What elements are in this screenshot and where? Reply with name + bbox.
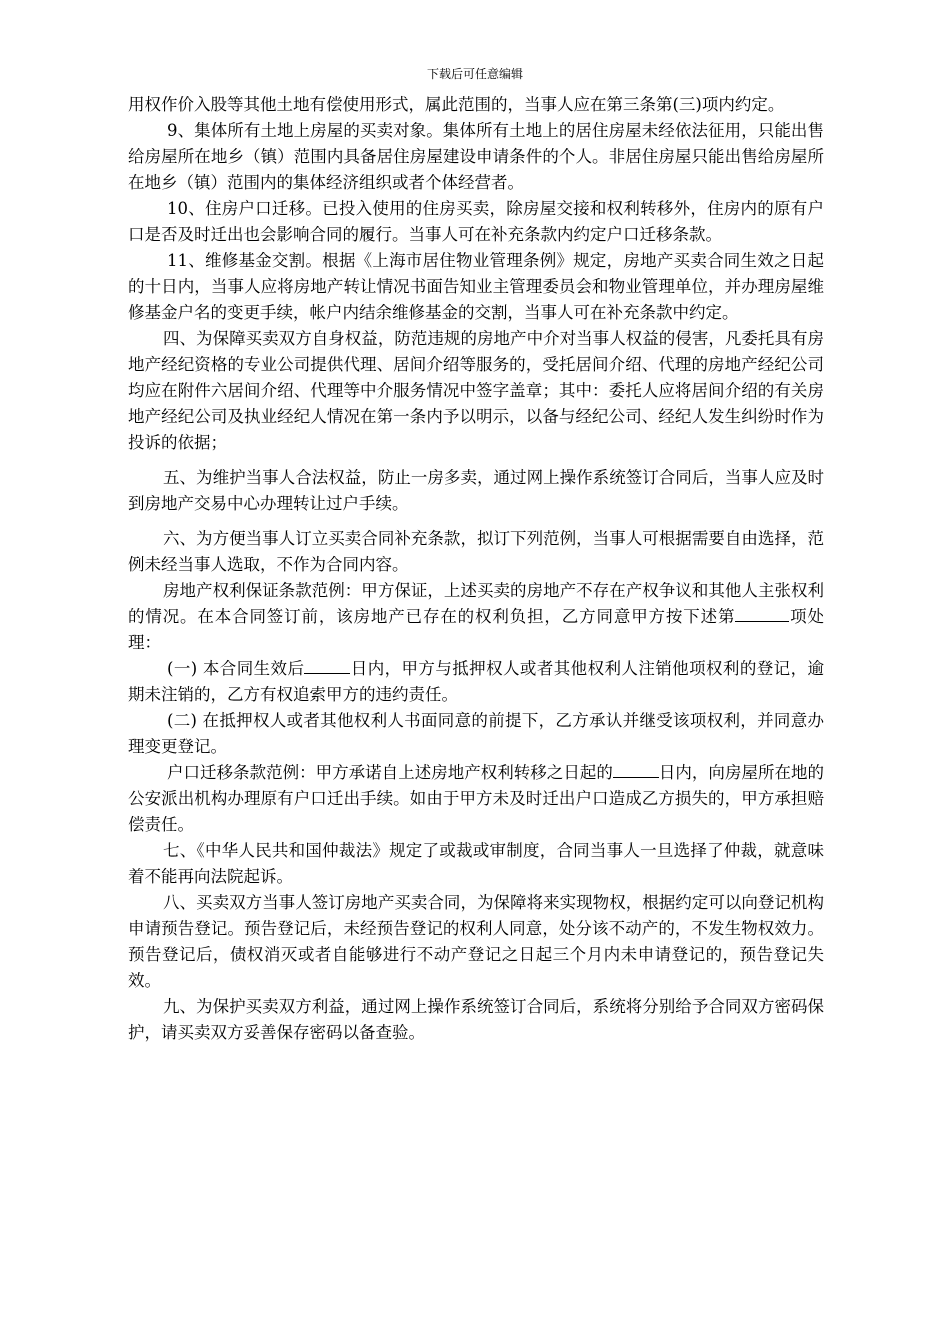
days-blank	[304, 657, 350, 674]
paragraph-rights-guarantee-example	[128, 578, 824, 656]
paragraph-option-one	[128, 656, 824, 708]
paragraph-option-two: (二) 在抵押权人或者其他权利人书面同意的前提下，乙方承认并继受该项权利，并同意办理变更登记。	[128, 711, 824, 756]
household-example-text-end: 日内，向房屋所在地的公安派出机构办理原有户口迁出手续。如由于甲方未及时迁出户口造成乙方损失的，甲方承担赔偿责任。	[128, 763, 825, 834]
item-number-blank	[735, 605, 789, 622]
option-one-text: (一) 本合同生效后	[167, 659, 305, 678]
paragraph-six-supplementary: 六、为方便当事人订立买卖合同补充条款，拟订下列范例，当事人可根据需要自由选择，范例未经当事人选取，不作为合同内容。	[128, 529, 824, 574]
page-header: 下载后可任意编辑	[426, 67, 523, 81]
paragraph-five-transfer: 五、为维护当事人合法权益，防止一房多卖，通过网上操作系统签订合同后，当事人应及时到房地产交易中心办理转让过户手续。	[128, 468, 824, 513]
paragraph-10-household-registration: 10、住房户口迁移。已投入使用的住房买卖，除房屋交接和权利转移外，住房内的原有户口是否及时迁出也会影响合同的履行。当事人可在补充条款内约定户口迁移条款。	[128, 199, 824, 244]
rights-guarantee-text-end: 项处理：	[128, 607, 825, 652]
paragraph-four-agency: 四、为保障买卖双方自身权益，防范违规的房地产中介对当事人权益的侵害，凡委托具有房地产经纪资格的专业公司提供代理、居间介绍等服务的，受托居间介绍、代理的房地产经纪公司均应在附件六居间介绍、代理等中介服务情况中签字盖章；其中：委托人应将居间介绍的有关房地产经纪公司及执业经纪人情况在第一条内予以明示，以备与经纪公司、经纪人发生纠纷时作为投诉的依据；	[128, 329, 824, 452]
paragraph-eight-advance-registration: 八、买卖双方当事人签订房地产买卖合同，为保障将来实现物权，根据约定可以向登记机构申请预告登记。预告登记后，未经预告登记的权利人同意，处分该不动产的，不发生物权效力。预告登记后，债权消灭或者自能够进行不动产登记之日起三个月内未申请登记的，预告登记失效。	[128, 893, 824, 990]
days-blank	[613, 761, 659, 778]
household-example-text: 户口迁移条款范例：甲方承诺自上述房地产权利转移之日起的	[167, 763, 613, 782]
paragraph-land-use-continued: 用权作价入股等其他土地有偿使用形式，属此范围的，当事人应在第三条第(三)项内约定。	[128, 95, 785, 114]
paragraph-household-example	[128, 760, 824, 838]
document-body	[128, 92, 824, 1046]
paragraph-seven-arbitration: 七、《中华人民共和国仲裁法》规定了或裁或审制度，合同当事人一旦选择了仲裁，就意味着不能再向法院起诉。	[128, 841, 824, 886]
paragraph-nine-password: 九、为保护买卖双方利益，通过网上操作系统签订合同后，系统将分别给予合同双方密码保护，请买卖双方妥善保存密码以备查验。	[128, 997, 824, 1042]
option-one-text-end: 日内，甲方与抵押权人或者其他权利人注销他项权利的登记，逾期未注销的，乙方有权追索甲方的违约责任。	[128, 659, 824, 704]
paragraph-9-collective-land: 9、集体所有土地上房屋的买卖对象。集体所有土地上的居住房屋未经依法征用，只能出售给房屋所在地乡（镇）范围内具备居住房屋建设申请条件的个人。非居住房屋只能出售给房屋所在地乡（镇）范围内的集体经济组织或者个体经营者。	[128, 121, 824, 192]
paragraph-11-maintenance-fund: 11、维修基金交割。根据《上海市居住物业管理条例》规定，房地产买卖合同生效之日起的十日内，当事人应将房地产转让情况书面告知业主管理委员会和物业管理单位，并办理房屋维修基金户名的变更手续，帐户内结余维修基金的交割，当事人可在补充条款中约定。	[128, 251, 824, 322]
rights-guarantee-text: 房地产权利保证条款范例：甲方保证，上述买卖的房地产不存在产权争议和其他人主张权利的情况。在本合同签订前，该房地产已存在的权利负担，乙方同意甲方按下述第	[128, 581, 824, 626]
